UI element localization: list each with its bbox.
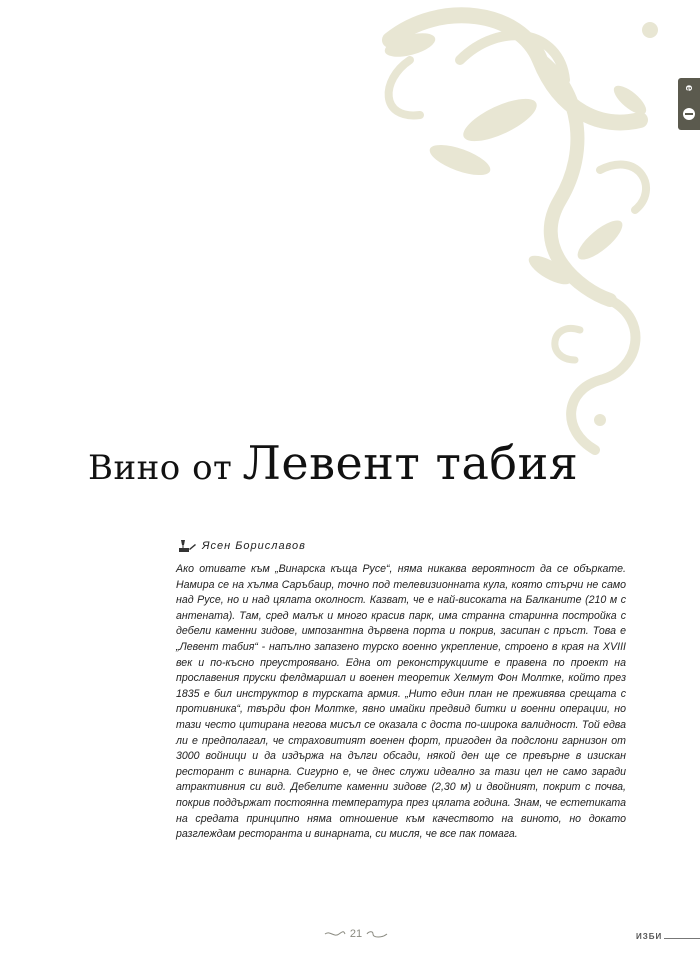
magazine-brand: ИЗБИ — [636, 932, 663, 941]
byline — [178, 537, 306, 555]
title-part-large: Левент табия — [242, 436, 579, 490]
article-title — [88, 436, 648, 490]
floral-scroll-ornament — [350, 0, 680, 460]
page-number-text: 21 — [349, 928, 363, 940]
title-part-small: Вино от — [88, 448, 233, 488]
left-flourish-icon — [324, 930, 346, 938]
author-name: Ясен Бориславов — [202, 540, 306, 552]
page-number — [318, 926, 394, 942]
section-letter: е — [683, 84, 695, 92]
wine-bottle-glass-icon — [178, 538, 198, 554]
right-flourish-icon — [366, 930, 388, 938]
section-tab — [678, 78, 700, 130]
brand-logo-icon — [683, 108, 695, 120]
footer-rule — [664, 938, 700, 939]
article-body: Ако отивате към „Винарска къща Русе“, няма никаква вероятност да се объркате. Намира се на хълма Саръбаир, точно под телевизионната кула, която стърчи не само над Русе, но и над цялата околност. Казват, че е най-високата на Балканите (210 м с антената). Там, сред малък и много красив парк, има странна старинна постройка с дебели каменни зидове, импозантна дървена порта и покрив, засипан с пръст. Това е „Левент табия“ - напълно запазено турско военно укрепление, строено в края на XVIII век и по-късно преустроявано. Една от реконструкциите е правена по проект на прославения пруски фелдмаршал и военен теоретик Хелмут Фон Молтке, който през 1835 е бил инструктор в турската армия. „Нито един план не преживява срещата с противника“, твърди фон Молтке, явно имайки предвид битки и военни операции, но тази често цитирана негова мисъл се оказала с доста по-широка валидност. Той едва ли е предполагал, че страховитият военен форт, пригоден да подслони гарнизон от 3000 войници и да издържа на дълги обсади, някой ден ще се превърне в изискан ресторант с винарна. Сигурно е, че днес служи идеално за тази цел не само заради атрактивния си вид. Дебелите каменни зидове (2,30 м) и двойният, покрит с почва, покрив поддържат постоянна температура през цялата година. Знам, че естетиката на средата принципно няма отношение към качеството на виното, но докато разглеждам ресторанта и винарната, си мисля, че все пак помага. — [176, 563, 626, 841]
